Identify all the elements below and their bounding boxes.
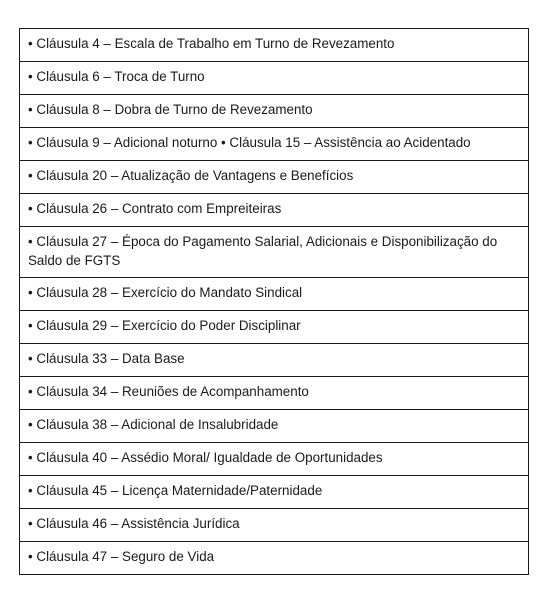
clause-cell: • Cláusula 4 – Escala de Trabalho em Turno de Revezamento [20,29,529,62]
clause-cell: • Cláusula 45 – Licença Maternidade/Paternidade [20,476,529,509]
clause-cell: • Cláusula 28 – Exercício do Mandato Sindical [20,278,529,311]
table-row [20,377,529,410]
table-row [20,62,529,95]
clause-cell: • Cláusula 40 – Assédio Moral/ Igualdade de Oportunidades [20,443,529,476]
clause-cell: • Cláusula 6 – Troca de Turno [20,62,529,95]
clause-cell: • Cláusula 47 – Seguro de Vida [20,542,529,575]
clause-cell: • Cláusula 27 – Época do Pagamento Salarial, Adicionais e Disponibilização do Saldo de FGTS [20,227,529,278]
table-row [20,476,529,509]
table-row [20,29,529,62]
clause-cell: • Cláusula 26 – Contrato com Empreiteiras [20,194,529,227]
clause-cell: • Cláusula 46 – Assistência Jurídica [20,509,529,542]
clause-table-body [20,29,529,575]
table-row [20,194,529,227]
clause-cell: • Cláusula 33 – Data Base [20,344,529,377]
table-row [20,128,529,161]
clause-cell: • Cláusula 20 – Atualização de Vantagens e Benefícios [20,161,529,194]
table-row [20,161,529,194]
table-row [20,443,529,476]
table-row [20,542,529,575]
clause-table [19,28,529,575]
clause-cell: • Cláusula 29 – Exercício do Poder Disciplinar [20,311,529,344]
table-row [20,95,529,128]
table-row [20,344,529,377]
table-row [20,509,529,542]
clause-cell: • Cláusula 34 – Reuniões de Acompanhamento [20,377,529,410]
table-row [20,227,529,278]
table-row [20,311,529,344]
clause-cell: • Cláusula 9 – Adicional noturno • Cláusula 15 – Assistência ao Acidentado [20,128,529,161]
clause-cell: • Cláusula 8 – Dobra de Turno de Revezamento [20,95,529,128]
table-row [20,410,529,443]
table-row [20,278,529,311]
clause-cell: • Cláusula 38 – Adicional de Insalubridade [20,410,529,443]
